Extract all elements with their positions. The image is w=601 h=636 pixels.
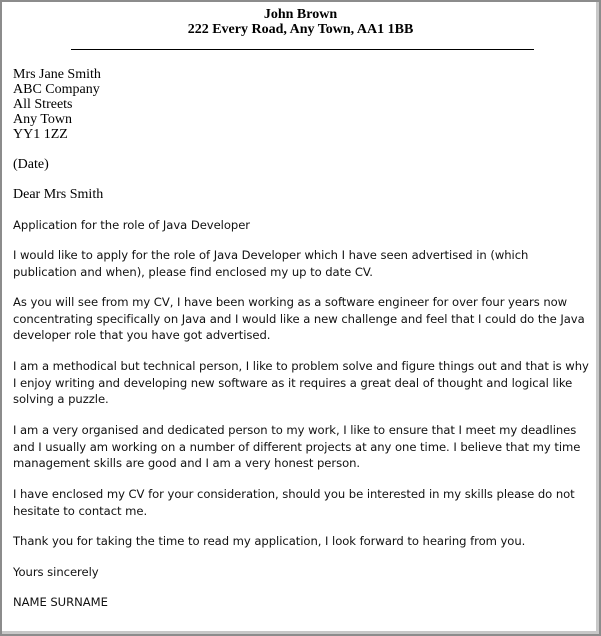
- letter-date: (Date): [13, 157, 49, 172]
- salutation: Dear Mrs Smith: [13, 187, 104, 202]
- recipient-line: YY1 1ZZ: [13, 127, 68, 142]
- paragraph-6: Thank you for taking the time to read my application, I look forward to hearing from you.: [13, 534, 526, 548]
- recipient-line: ABC Company: [13, 82, 100, 97]
- recipient-line: Mrs Jane Smith: [13, 67, 101, 82]
- paragraph-4: I am a very organised and dedicated person to my work, I like to ensure that I meet my deadlines and I usually am working on a number of different projects at any one time. I believe that my time management skills are good and I am a very honest person.: [13, 423, 581, 470]
- paragraph-2: As you will see from my CV, I have been working as a software engineer for over four years now concentrating specifically on Java and I would like a new challenge and feel that I could do the Java developer role that you have got advertised.: [13, 295, 585, 342]
- signature-name: NAME SURNAME: [13, 595, 108, 609]
- sender-address: 222 Every Road, Any Town, AA1 1BB: [187, 22, 414, 37]
- closing: Yours sincerely: [13, 565, 99, 579]
- paragraph-5: I have enclosed my CV for your consideration, should you be interested in my skills please do not hesitate to contact me.: [13, 487, 575, 518]
- recipient-line: All Streets: [13, 97, 73, 112]
- subject-line: Application for the role of Java Developer: [13, 218, 251, 232]
- recipient-line: Any Town: [13, 112, 73, 127]
- sender-header: [2, 7, 599, 37]
- header-divider: [71, 49, 534, 50]
- recipient-address: [13, 67, 101, 142]
- sender-name: John Brown: [263, 7, 338, 22]
- paragraph-1: I would like to apply for the role of Java Developer which I have seen advertised in (which publication and when), please find enclosed my up to date CV.: [13, 248, 529, 279]
- paragraph-3: I am a methodical but technical person, I like to problem solve and figure things out and that is why I enjoy writing and developing new software as it requires a great deal of thought and logical like solving a puzzle.: [13, 359, 589, 406]
